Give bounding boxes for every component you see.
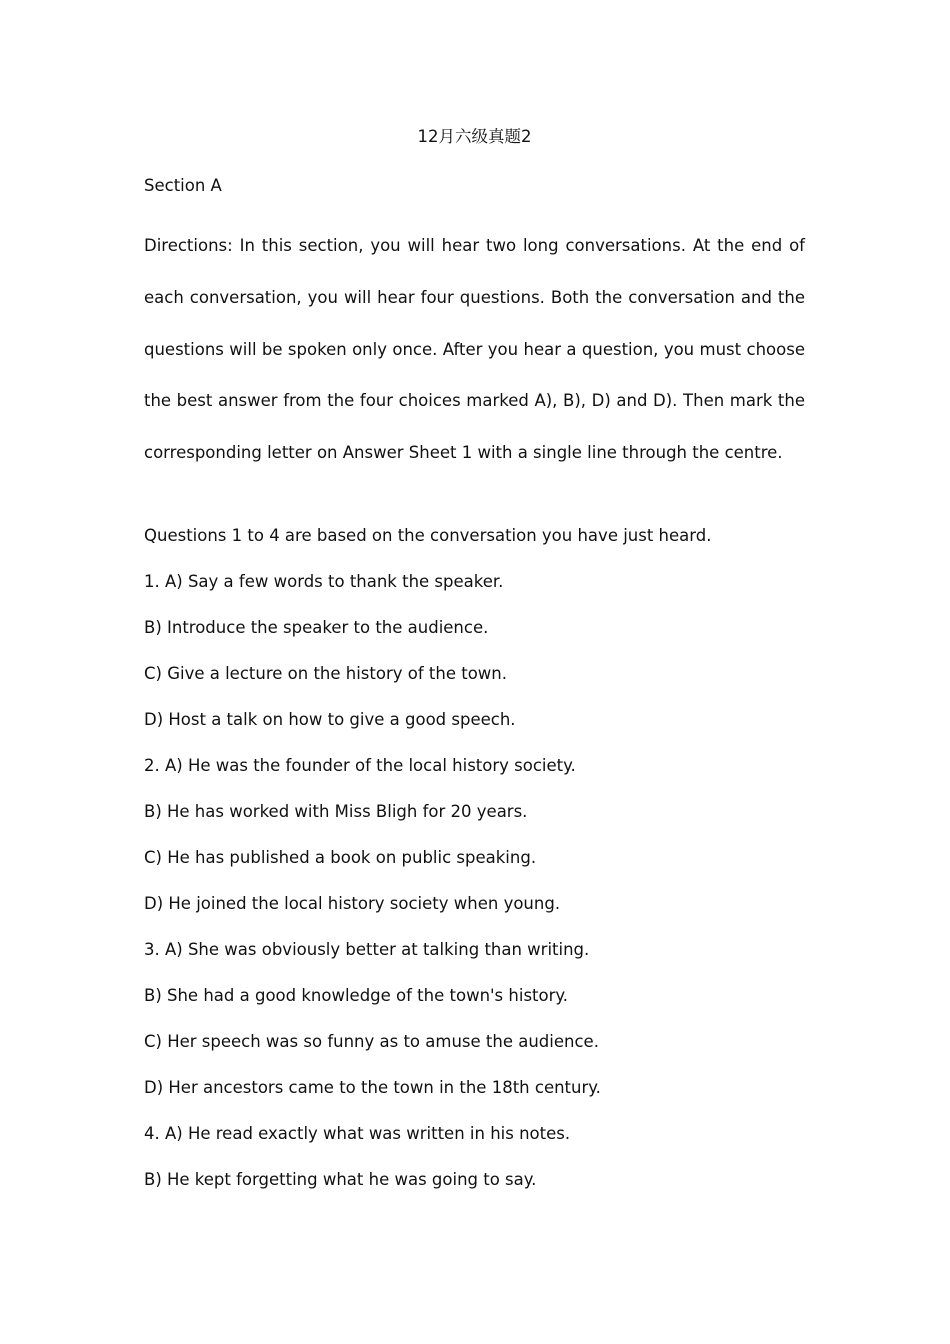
section-heading: Section A <box>144 176 222 195</box>
page-title: 12月六级真题2 <box>417 127 532 146</box>
question-3-option-c: C) Her speech was so funny as to amuse the audience. <box>144 1032 599 1051</box>
question-3-option-d: D) Her ancestors came to the town in the 18th century. <box>144 1078 601 1097</box>
questions-intro: Questions 1 to 4 are based on the conversation you have just heard. <box>144 526 712 545</box>
question-4-option-b: B) He kept forgetting what he was going to say. <box>144 1170 537 1189</box>
question-2-option-b: B) He has worked with Miss Bligh for 20 years. <box>144 802 528 821</box>
question-3-option-a: 3. A) She was obviously better at talking than writing. <box>144 940 590 959</box>
directions-paragraph: Directions: In this section, you will hear two long conversations. At the end of each conversation, you will hear four questions. Both the conversation and the questions will be spoken only once. After you hear a question, you must choose the best answer from the four choices marked A), B), D) and D). Then mark the corresponding letter on Answer Sheet 1 with a single line through the centre. <box>144 236 805 463</box>
question-2-option-d: D) He joined the local history society when young. <box>144 894 561 913</box>
question-1-option-b: B) Introduce the speaker to the audience. <box>144 618 489 637</box>
question-4-option-a: 4. A) He read exactly what was written in his notes. <box>144 1124 571 1143</box>
question-3-option-b: B) She had a good knowledge of the town's history. <box>144 986 569 1005</box>
question-1-option-a: 1. A) Say a few words to thank the speaker. <box>144 572 504 591</box>
question-2-option-a: 2. A) He was the founder of the local history society. <box>144 756 576 775</box>
question-2-option-c: C) He has published a book on public speaking. <box>144 848 537 867</box>
question-1-option-c: C) Give a lecture on the history of the town. <box>144 664 507 683</box>
question-1-option-d: D) Host a talk on how to give a good speech. <box>144 710 516 729</box>
